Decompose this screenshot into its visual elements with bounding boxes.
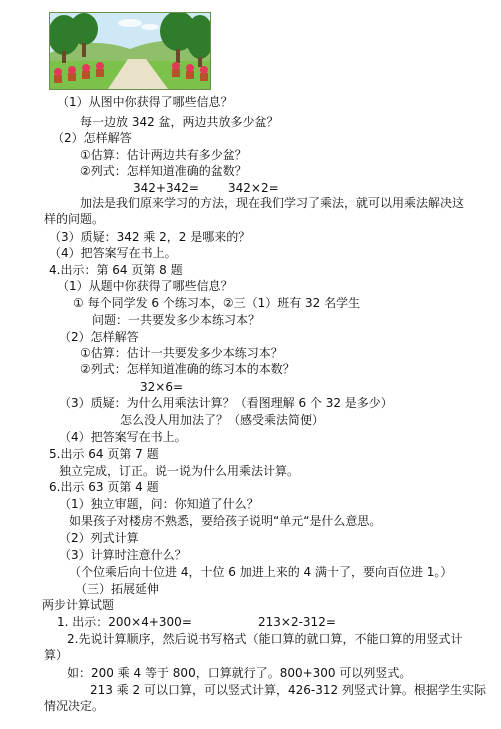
text-line-4: ①估算：估计两边共有多少盆？ — [80, 148, 247, 162]
text-line-35: 2.先说计算顺序，然后说书写格式（能口算的就口算，不能口算的用竖式计 — [67, 632, 463, 646]
text-line-21: 怎么没人用加法了？（感受乘法简便） — [120, 413, 325, 427]
text-line-20: （3）质疑：为什么用乘法计算？（看图理解 6 个 32 是多少） — [59, 396, 393, 410]
text-line-2: 每一边放 342 盆，两边共放多少盆？ — [80, 115, 279, 129]
text-line-5: ②列式：怎样知道准确的盆数？ — [80, 164, 247, 178]
text-line-17: ①估算：估计一共要发多少本练习本？ — [80, 346, 283, 360]
text-line-39: 情况决定。 — [44, 699, 105, 713]
text-line-1: （1）从图中你获得了哪些信息？ — [57, 95, 233, 109]
text-line-37: 如：200 乘 4 等于 800，口算就行了。800+300 可以列竖式。 — [67, 666, 412, 680]
text-line-13: （1）从题中你获得了哪些信息？ — [57, 279, 233, 293]
text-line-16: （2）怎样解答 — [59, 330, 139, 344]
calc-342-plus: 342+342= — [133, 181, 199, 195]
text-line-18: ②列式：怎样知道准确的练习本的本数？ — [80, 362, 295, 376]
garden-illustration — [49, 12, 211, 90]
text-line-38: 213 乘 2 可以口算，可以竖式计算，426-312 列竖式计算。根据学生实际 — [90, 683, 486, 697]
calc-two-step-2: 213×2-312= — [258, 615, 336, 629]
text-line-32: 两步计算试题 — [42, 598, 115, 612]
text-line-30: （个位乘后向十位进 4，十位 6 加进上来的 4 满十了，要向百位进 1。） — [69, 565, 453, 579]
text-line-11: （4）把答案写在书上。 — [49, 246, 177, 260]
text-line-22: （4）把答案写在书上。 — [59, 430, 187, 444]
text-line-10: （3）质疑：342 乘 2，2 是哪来的？ — [49, 230, 251, 244]
text-line-14: ① 每个同学发 6 个练习本，②三（1）班有 32 名学生 — [73, 296, 361, 310]
text-line-3: （2）怎样解答 — [52, 131, 132, 145]
section-6-title: 6.出示 63 页第 4 题 — [49, 480, 159, 494]
text-line-24: 独立完成，订正。说一说为什么用乘法计算。 — [59, 464, 300, 478]
text-line-26: （1）独立审题，问：你知道了什么？ — [59, 497, 259, 511]
text-line-9: 样的问题。 — [44, 212, 105, 226]
calc-two-step-1: 1. 出示：200×4+300= — [57, 615, 192, 629]
calc-32-times-6: 32×6= — [140, 380, 184, 394]
calc-342-times: 342×2= — [228, 181, 279, 195]
text-line-36: 算） — [44, 648, 69, 662]
section-4-title: 4.出示：第 64 页第 8 题 — [49, 263, 183, 277]
section-5-title: 5.出示 64 页第 7 题 — [49, 447, 159, 461]
text-line-29: （3）计算时注意什么？ — [59, 548, 187, 562]
text-line-8: 加法是我们原来学习的方法，现在我们学习了乘法，就可以用乘法解决这 — [80, 196, 465, 210]
section-3-heading: （三）拓展延伸 — [75, 582, 160, 596]
text-line-27: 如果孩子对楼房不熟悉，要给孩子说明“单元“是什么意思。 — [69, 514, 382, 528]
text-line-28: （2）列式计算 — [59, 531, 139, 545]
garden-picture — [50, 13, 210, 89]
text-line-15: 问题：一共要发多少本练习本？ — [92, 313, 261, 327]
